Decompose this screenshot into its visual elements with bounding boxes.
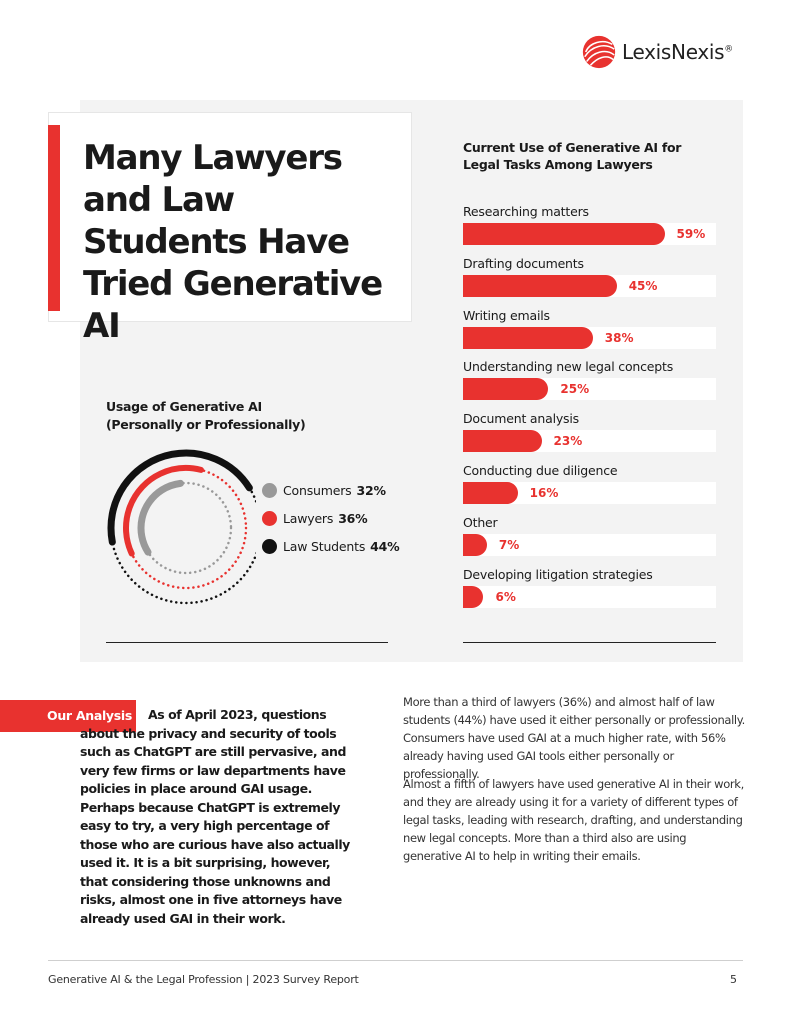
bar-track [463, 586, 716, 608]
bar-category-label: Conducting due diligence [463, 463, 618, 478]
page-title: Many Lawyers and Law Students Have Tried Generative AI [83, 138, 382, 346]
bar-item [463, 411, 723, 459]
legend-value: 44% [370, 538, 400, 554]
bar-fill [463, 482, 518, 504]
bar-track [463, 482, 716, 504]
bar-item [463, 256, 723, 304]
bar-item [463, 204, 723, 252]
page-number: 5 [730, 973, 737, 986]
lexisnexis-swirl-icon [580, 33, 618, 71]
bar-item [463, 463, 723, 511]
bar-item [463, 359, 723, 407]
bar-track [463, 327, 716, 349]
legend-item [262, 480, 422, 500]
bar-item [463, 308, 723, 356]
analysis-text: As of April 2023, questions about the privacy and security of tools such as ChatGPT are still pervasive, and very few firms or law departments have policies in place around GAI usage. Perhaps because ChatGPT is extremely easy to try, a very high percentage of those who are curious have also actually used it. It is a bit surprising, however, that considering those unknowns and risks, almost one in five attorneys have already used GAI in their work. [80, 707, 350, 926]
bar-value-label: 45% [628, 278, 658, 293]
footer-report-title: Generative AI & the Legal Profession | 2023 Survey Report [48, 973, 359, 986]
bar-track [463, 275, 716, 297]
bar-fill [463, 534, 487, 556]
bar-value-label: 25% [560, 382, 590, 397]
body-paragraph-2: Almost a fifth of lawyers have used generative AI in their work, and they are already using it for a variety of different types of legal tasks, leading with research, drafting, and understanding new legal concepts. More than a third also are using generative AI to help in writing their emails. [403, 777, 744, 863]
donut-arc-law-students [98, 448, 256, 608]
bar-fill [463, 430, 542, 452]
headline-accent-bar [48, 125, 60, 311]
bar-category-label: Researching matters [463, 204, 589, 219]
body-paragraph-1: More than a third of lawyers (36%) and almost half of law students (44%) have used it either personally or professionally. Consumers have used GAI at a much higher rate, with 56% already having used GAI tools either personally or professionally. [403, 695, 745, 781]
our-analysis-tag: Our Analysis [0, 700, 136, 732]
legend-label: Law Students [283, 538, 366, 554]
legend-item [262, 536, 422, 556]
bar-chart-divider [463, 642, 716, 643]
bar-track [463, 378, 716, 400]
donut-chart-divider [106, 642, 388, 643]
bar-value-label: 7% [498, 537, 520, 552]
bar-item [463, 567, 723, 615]
legend-value: 32% [356, 482, 386, 498]
legend-label: Lawyers [283, 510, 334, 526]
bar-category-label: Understanding new legal concepts [463, 359, 674, 375]
bar-chart-title [463, 139, 723, 173]
bar-category-label: Other [463, 514, 498, 530]
bar-fill [463, 223, 665, 245]
bar-category-label: Document analysis [463, 411, 579, 427]
lexisnexis-logo [580, 34, 750, 70]
legend-dot-icon [262, 539, 277, 554]
bar-fill [463, 275, 617, 297]
bar-track [463, 223, 716, 245]
donut-chart-title [106, 398, 346, 434]
bar-fill [463, 327, 593, 349]
bar-fill [463, 378, 548, 400]
bar-chart-title-line1: Current Use of Generative AI for [463, 140, 682, 155]
legend-item [262, 508, 422, 528]
bar-value-label: 23% [553, 434, 583, 449]
bar-value-label: 38% [604, 330, 634, 345]
logo-wordmark: LexisNexis® [622, 40, 733, 64]
footer-divider [48, 960, 743, 961]
bar-chart-title-line2: Legal Tasks Among Lawyers [463, 157, 653, 172]
legend-dot-icon [262, 483, 277, 498]
bar-value-label: 59% [676, 227, 706, 241]
donut-title-line1: Usage of Generative AI [106, 399, 262, 414]
donut-title-line2: (Personally or Professionally) [106, 417, 306, 432]
bar-category-label: Drafting documents [463, 255, 584, 271]
bar-value-label: 16% [529, 486, 559, 500]
legend-value: 36% [338, 510, 368, 526]
bar-value-label: 6% [495, 589, 516, 604]
bar-track [463, 534, 716, 556]
bar-category-label: Developing litigation strategies [463, 566, 653, 582]
legend-label: Consumers [283, 482, 352, 498]
legend-dot-icon [262, 511, 277, 526]
bar-item [463, 515, 723, 563]
bar-track [463, 430, 716, 452]
bar-fill [463, 586, 483, 608]
donut-chart [96, 448, 256, 608]
bar-category-label: Writing emails [463, 307, 550, 323]
